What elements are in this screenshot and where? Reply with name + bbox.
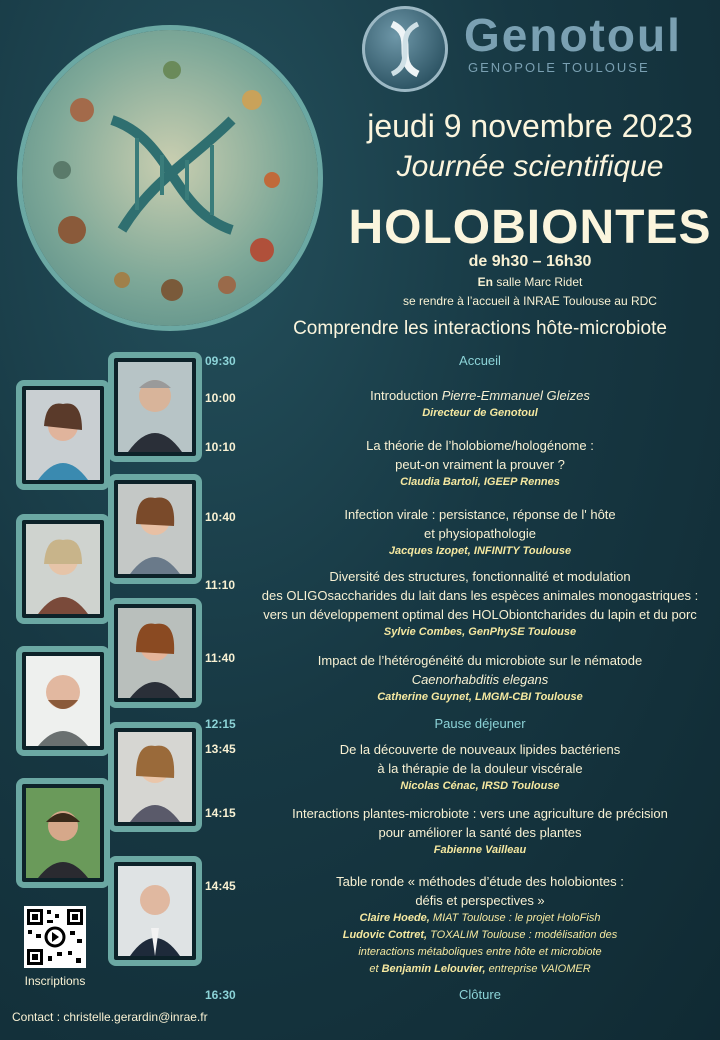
time-1215: 12:15: [205, 717, 236, 731]
talk-title-line2: des OLIGOsaccharides du lait dans les espèces animales monogastriques :: [261, 588, 699, 603]
talk-title-line1: Impact de l’hétérogénéité du microbiote sur le nématode: [317, 653, 643, 668]
event-subtitle: Journée scientifique: [396, 150, 664, 183]
talk-title-line2: pour améliorer la santé des plantes: [378, 825, 582, 840]
event-access: se rendre à l’accueil à INRAE Toulouse au RDC: [403, 294, 657, 308]
program-item-nematode: [255, 651, 705, 706]
talk-speaker: Fabienne Vailleau: [433, 844, 527, 856]
talk-title-line1: Diversité des structures, fonctionnalité et modulation: [329, 569, 631, 584]
logo-subtitle: GENOPOLE TOULOUSE: [468, 60, 650, 75]
registration-qr-code[interactable]: [24, 906, 86, 968]
program-item-plants: [255, 804, 705, 859]
program-item-lunch: Pause déjeuner: [434, 716, 526, 731]
talk-title-line2: Caenorhabditis elegans: [411, 672, 549, 687]
speaker-photo-izopet: [114, 480, 196, 578]
speaker-photo-combes: [22, 520, 104, 618]
speaker-photo-cenac: [22, 652, 104, 750]
program-item-welcome: Accueil: [459, 353, 501, 368]
talk-title-line1: La théorie de l’holobiome/hologénome :: [366, 438, 594, 453]
event-title: HOLOBIONTES: [348, 201, 712, 254]
qr-label: Inscriptions: [24, 974, 86, 988]
time-1445: 14:45: [205, 879, 236, 893]
talk-speaker: Claudia Bartoli, IGEEP Rennes: [400, 476, 560, 488]
time-0930: 09:30: [205, 354, 236, 368]
speaker-photo-bartoli: [22, 386, 104, 484]
talk-speaker: Nicolas Cénac, IRSD Toulouse: [400, 780, 560, 792]
speaker-photo-cottret: [22, 784, 104, 882]
talk-speaker-inline: Pierre-Emmanuel Gleizes: [441, 388, 590, 403]
time-1040: 10:40: [205, 510, 236, 524]
panelist-1: Claire Hoede, MIAT Toulouse : le projet HoloFish: [359, 912, 601, 924]
time-1010: 10:10: [205, 440, 236, 454]
talk-title-line1: De la découverte de nouveaux lipides bactériens: [339, 742, 621, 757]
speaker-photo-vailleau: [114, 728, 196, 826]
dna-icon: [362, 6, 448, 92]
time-1345: 13:45: [205, 742, 236, 756]
time-1630: 16:30: [205, 988, 236, 1002]
talk-speaker: Jacques Izopet, INFINITY Toulouse: [388, 545, 572, 557]
program-item-lipids: [255, 740, 705, 795]
program-item-introduction: [255, 386, 705, 422]
talk-title-line1: Interactions plantes-microbiote : vers une agriculture de précision: [292, 806, 668, 821]
speaker-photo-lelouvier: [114, 862, 196, 960]
panelist-3: et Benjamin Lelouvier, entreprise VAIOMER: [369, 963, 591, 975]
speaker-photo-guynet: [114, 604, 196, 702]
genotoul-logo-emblem: [362, 6, 448, 92]
program-item-oligosaccharides: [245, 567, 715, 641]
talk-title: Introduction: [370, 388, 439, 403]
event-date: jeudi 9 novembre 2023: [367, 108, 693, 144]
qr-code-icon: [24, 906, 86, 968]
talk-speaker: Sylvie Combes, GenPhySE Toulouse: [383, 626, 577, 638]
talk-speaker: Directeur de Genotoul: [422, 407, 538, 419]
program-item-round-table: [255, 872, 705, 978]
talk-title-line2: défis et perspectives »: [415, 893, 545, 908]
room-prefix: En: [477, 275, 493, 289]
program-item-holobiome: [255, 436, 705, 491]
time-1000: 10:00: [205, 391, 236, 405]
time-1140: 11:40: [205, 651, 236, 665]
program-item-closing: Clôture: [459, 987, 501, 1002]
time-1110: 11:10: [205, 578, 236, 592]
event-room: [340, 275, 720, 289]
holobiont-illustration: [22, 30, 318, 326]
event-hours: de 9h30 – 16h30: [468, 253, 592, 270]
time-1415: 14:15: [205, 806, 236, 820]
speaker-photo-gleizes: [114, 358, 196, 456]
talk-title-line1: Infection virale : persistance, réponse de l' hôte: [344, 507, 616, 522]
logo-name: Genotoul: [464, 9, 682, 61]
contact-email[interactable]: Contact : christelle.gerardin@inrae.fr: [12, 1010, 208, 1024]
talk-speaker: Catherine Guynet, LMGM-CBI Toulouse: [377, 691, 583, 703]
talk-title-line2: peut-on vraiment la prouver ?: [395, 457, 565, 472]
panelist-2: Ludovic Cottret, TOXALIM Toulouse : modélisation des: [342, 929, 618, 941]
room-name: salle Marc Ridet: [496, 275, 583, 289]
talk-title-line2: à la thérapie de la douleur viscérale: [377, 761, 583, 776]
talk-title-line1: Table ronde « méthodes d’étude des holobiontes :: [336, 874, 624, 889]
talk-title-line2: et physiopathologie: [423, 526, 537, 541]
program-item-viral-infection: [255, 505, 705, 560]
event-theme: Comprendre les interactions hôte-microbiote: [293, 318, 667, 339]
talk-title-line3: vers un développement optimal des HOLObiontcharides du lapin et du porc: [263, 607, 697, 622]
panelist-2-line2: interactions métaboliques entre hôte et microbiote: [358, 946, 602, 958]
